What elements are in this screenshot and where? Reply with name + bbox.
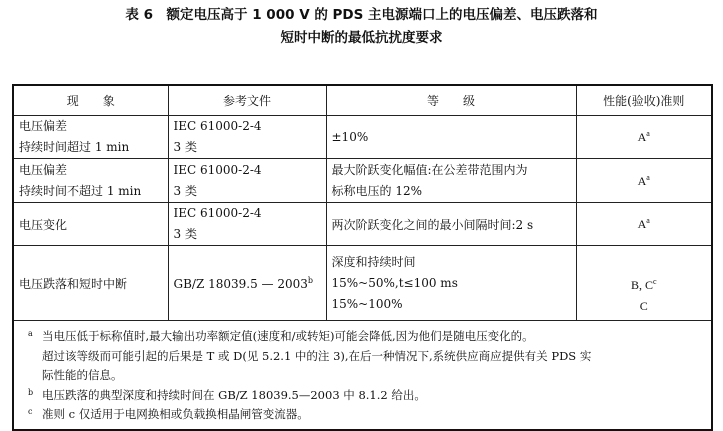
phenomenon-line: 电压变化 [19, 217, 68, 232]
criterion-cell [576, 203, 712, 246]
criterion-cell [576, 246, 712, 321]
immunity-requirements-table [12, 84, 713, 431]
header-criterion: 性能(验收)准则 [576, 85, 712, 116]
reference-line: IEC 61000-2-4 [173, 119, 262, 133]
notes-cell [13, 321, 712, 430]
footnote-line: 电压跌落的典型深度和持续时间在 GB/Z 18039.5—2003 中 8.1.2 给出。 [42, 387, 426, 402]
reference-line: 3 类 [173, 227, 197, 241]
phenomenon-cell [13, 116, 168, 159]
table-row [13, 159, 712, 203]
level-line: 标称电压的 12% [331, 183, 422, 198]
table-title-line1: 表 6 额定电压高于 1 000 V 的 PDS 主电源端口上的电压偏差、电压跌落和 [125, 7, 598, 23]
level-line: 最大阶跃变化幅值:在公差带范围内为 [331, 162, 528, 177]
table-header-row [13, 85, 712, 116]
reference-cell [168, 203, 326, 246]
footnote-line: 当电压低于标称值时,最大输出功率额定值(速度和/或转矩)可能会降低,因为他们是随电压变化的。 [42, 329, 534, 343]
footnote-mark: a [28, 329, 33, 338]
reference-line: IEC 61000-2-4 [173, 206, 262, 220]
reference-line: IEC 61000-2-4 [173, 162, 262, 177]
header-level: 等 级 [326, 85, 576, 116]
footnote-b [28, 386, 703, 406]
criterion-value: B, C [630, 277, 653, 292]
footnote-line: 超过该等级而可能引起的后果是 T 或 D(见 5.2.1 中的注 3),在后一种情况下,系统供应商应提供有关 PDS 实 [42, 348, 592, 363]
criterion-line: C [639, 298, 648, 313]
level-cell [326, 246, 576, 321]
reference-line: GB/Z 18039.5 — 2003 [173, 276, 308, 291]
phenomenon-line: 持续时间不超过 1 min [19, 183, 142, 198]
footnote-mark: b [28, 387, 34, 397]
criterion-spacer [582, 250, 707, 271]
criterion-value: A [637, 173, 647, 188]
level-line: 15%~100% [331, 296, 403, 311]
header-phenomenon: 现 象 [13, 85, 168, 116]
footnote-mark: a [646, 129, 650, 138]
phenomenon-line: 电压偏差 [19, 119, 68, 133]
footnote-line: 际性能的信息。 [42, 368, 123, 382]
level-cell [326, 203, 576, 246]
level-line: 深度和持续时间 [331, 254, 416, 269]
reference-cell [168, 159, 326, 203]
footnote-line: 准则 c 仅适用于电网换相或负载换相晶闸管变流器。 [42, 407, 309, 421]
criterion-value: A [637, 130, 647, 144]
reference-cell [168, 116, 326, 159]
footnote-mark: c [652, 276, 657, 286]
phenomenon-cell [13, 246, 168, 321]
footnote-c [28, 405, 703, 425]
criterion-cell [576, 159, 712, 203]
reference-line: 3 类 [173, 183, 197, 198]
criterion-value: A [637, 217, 647, 231]
criterion-line [582, 271, 707, 296]
header-reference: 参考文件 [168, 85, 326, 116]
level-line: ±10% [331, 129, 369, 144]
reference-line: 3 类 [173, 140, 197, 154]
phenomenon-line: 电压跌落和短时中断 [19, 276, 128, 291]
table-title-line2: 短时中断的最低抗扰度要求 [280, 30, 443, 46]
table-row [13, 116, 712, 159]
footnote-a [28, 327, 703, 386]
footnote-mark: a [646, 216, 650, 225]
level-cell [326, 159, 576, 203]
phenomenon-cell [13, 203, 168, 246]
phenomenon-cell [13, 159, 168, 203]
notes-row [13, 321, 712, 430]
criterion-cell [576, 116, 712, 159]
reference-cell [168, 246, 326, 321]
footnote-mark: a [646, 172, 650, 182]
level-cell [326, 116, 576, 159]
footnote-mark: b [307, 275, 314, 285]
level-line: 15%~50%,t≤100 ms [331, 275, 458, 290]
phenomenon-line: 持续时间超过 1 min [19, 140, 130, 154]
footnote-mark: c [28, 407, 33, 416]
table-row [13, 246, 712, 321]
table-row [13, 203, 712, 246]
level-line: 两次阶跃变化之间的最小间隔时间:2 s [331, 217, 534, 232]
phenomenon-line: 电压偏差 [19, 162, 68, 177]
